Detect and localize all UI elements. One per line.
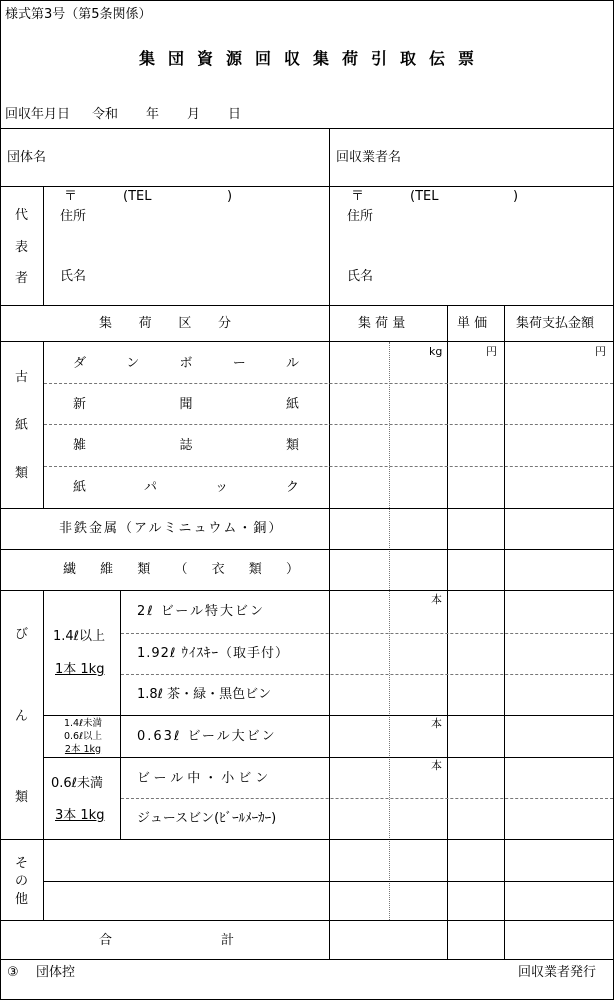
paper-char-1: 古 [15,370,29,385]
unit-yen-payment: 円 [595,345,606,358]
bottle-char-1: び [15,627,29,642]
tel-open-collector: (TEL [410,189,439,204]
collector-name-label: 回収業者名 [336,150,402,165]
bottle-item-2l-beer: 2ℓ ビール特大ビン [137,604,265,619]
header-category: 集 荷 区 分 [99,316,231,331]
tel-open-group: (TEL [123,189,152,204]
address-label-collector: 住所 [347,209,374,224]
bottle-item-tea-color: 1.8ℓ 茶・緑・黒色ビン [137,687,272,702]
rep-char-2: 表 [15,240,29,255]
date-label: 回収年月日 [5,107,71,122]
unit-bottles-2: 本 [431,717,442,730]
paper-char-3: 類 [15,466,29,481]
bottle-item-juice: ジュースビン(ﾋﾞｰﾙﾒｰｶｰ) [137,811,277,826]
tel-close-group: ) [227,189,233,204]
bottle-item-beer-mid-small: ビール中・小ビン [137,771,273,786]
address-label-group: 住所 [60,209,87,224]
unit-bottles-3: 本 [431,759,442,772]
postal-mark-group: 〒 [64,189,78,204]
header-quantity: 集 荷 量 [358,316,406,331]
paper-item-cardboard: ダ ン ボ ー ル [73,356,299,371]
bottle-group3-size: 0.6ℓ未満 [51,776,104,791]
metal-row: 非鉄金属（アルミニュウム・銅） [59,521,284,536]
bottle-item-whisky: 1.92ℓ ｳｲｽｷｰ（取手付） [137,646,289,661]
total-char-2: 計 [221,933,235,948]
total-char-1: 合 [99,933,113,948]
rep-char-3: 者 [15,271,29,286]
copy-label: 団体控 [36,965,76,980]
bottle-group3-rate: 3本 1kg [55,808,105,823]
era-label: 令和 [92,107,119,122]
bottle-item-063l-beer: 0.63ℓ ビール大ビン [137,729,277,744]
form-title: 集団資源回収集荷引取伝票 [139,49,488,68]
year-label: 年 [146,107,160,122]
unit-bottles-1: 本 [431,593,442,606]
day-label: 日 [228,107,242,122]
copy-number: ③ [7,965,19,980]
bottle-char-2: ん [15,709,29,724]
name-label-collector: 氏名 [347,269,374,284]
issuer-label: 回収業者発行 [518,965,597,980]
unit-kg: kg [429,345,443,358]
other-char-1: そ [15,856,29,871]
bottle-group2-size: 1.4ℓ未満 0.6ℓ以上 2本 1kg [63,718,103,755]
paper-item-magazines: 雑 誌 類 [73,438,299,453]
tel-close-collector: ) [513,189,519,204]
bottle-group1-size: 1.4ℓ以上 [53,629,106,644]
textile-row: 繊 維 類 （ 衣 類 ） [63,562,299,577]
paper-item-cartons: 紙 パ ッ ク [73,480,299,495]
style-number: 様式第3号（第5条関係） [5,7,152,22]
postal-mark-collector: 〒 [351,189,365,204]
unit-yen-price: 円 [486,345,497,358]
other-char-3: 他 [15,892,29,907]
rep-char-1: 代 [15,208,29,223]
header-unit-price: 単 価 [457,316,488,331]
month-label: 月 [187,107,201,122]
paper-item-newspaper: 新 聞 紙 [73,397,299,412]
name-label-group: 氏名 [60,269,87,284]
group-name-label: 団体名 [7,150,47,165]
other-char-2: の [15,874,29,889]
paper-char-2: 紙 [15,418,29,433]
bottle-char-3: 類 [15,790,29,805]
header-payment: 集荷支払金額 [516,316,595,331]
bottle-group1-rate: 1本 1kg [55,662,105,677]
